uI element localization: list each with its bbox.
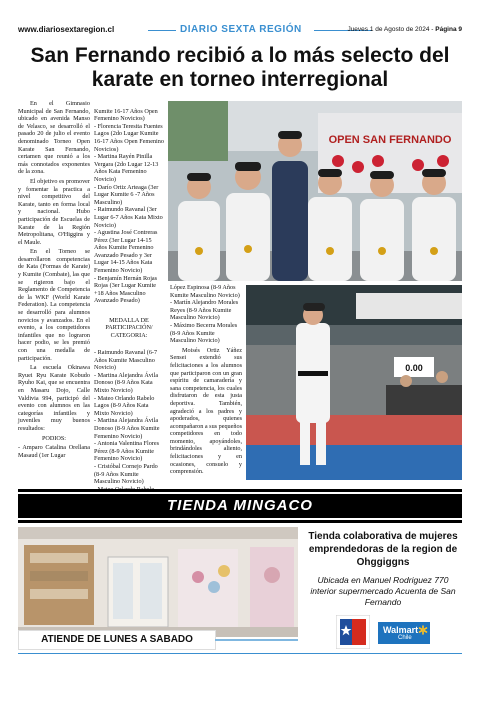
article-column-1 xyxy=(18,100,90,461)
podios-label: PODIOS: xyxy=(41,434,67,442)
participation-list: - Raimundo Ravanal (6-7 Años Kumite Masculino Novicio) - Martina Alejandra Ávila Donoso (8-9 Años Kata Mixto Novicio) - Mateo Orlando Rabelo Lagos (8-9 Años Kata Mixto Novicio) - Martina Alejandra Ávila Donoso (8-9 Años Kumite Femenino Novicio) - Antonia Valentina Flores Pérez (8-9 Años Kumite Femenino Novicio) - Cristóbal Cornejo Pardo (8-9 Años Kumite Masculino Novicio) xyxy=(94,349,160,486)
page-header xyxy=(18,24,462,38)
banner-stripe-bottom xyxy=(18,518,462,520)
newspaper-brand: DIARIO SEXTA REGIÓN xyxy=(180,24,302,35)
score-display: 0.00 xyxy=(405,363,423,373)
paragraph: - Amparo Catalina Orellana Masaud (1er Lugar xyxy=(18,444,90,459)
spark-icon xyxy=(418,625,428,635)
issue-date: Jueves 1 de Agosto de 2024 - Página 9 xyxy=(347,26,462,33)
walmart-logo xyxy=(378,622,430,644)
paragraph: La escuela Okinawa Ryuei Ryu Karate Kobudo Ryuho Kai, que se encuentra en Masaru Dojo, Calle Valdivia 994, participó del evento con alumnos en las categorías infantiles y juveniles muy buenos resultados: xyxy=(18,364,90,432)
banner-stripe-top xyxy=(18,492,462,494)
kata-photo xyxy=(246,285,462,480)
page-number: Página 9 xyxy=(435,26,462,33)
article-column-2 xyxy=(94,100,164,524)
closing-paragraph: Moisés Ortiz Yáñez Sensei extendió sus felicitaciones a los alumnos que participaron con un gran espíritu de camaradería y sana competencia, los cuales disfrutaron de esta justa deportiva. También, agradeció a los padres y apoderados, quienes acompañaron a sus pequeños competidores en todo momento, apoyándoles, brindándoles aliento, felicitaciones y en ocasiones, consuelo y comprensión. xyxy=(170,346,242,476)
ad-banner xyxy=(18,489,462,523)
ad-address: Ubicada en Manuel Rodriguez 770 interior supermercado Acuenta de San Fernando xyxy=(310,575,456,607)
walmart-wordmark: Walmart xyxy=(383,625,419,635)
podium-list: Kumite 16-17 Años Open Femenino Novicios) - Florencia Teresita Fuentes Lagos (2do Lugar Kumite 16-17 Años Open Femenino Novicios) - Martina Rayén Pinilla Vergara (2do Lugar 12-13 Años Kata Femenino Novicio) - Darío Ortiz Arteaga (3er Lugar Kumite 6 -7 Años Masculino) - Raimundo Ravanal (3er Lugar 6-7 Años Kata Mixto Novicio) - Agustina José Contreras Pérez (3er Lugar 14-15 Años Kumite Femenino Avanzado Pesado y 3er Lugar 14-15 Años Kata Femenino Novicio) - Benjamín Hernán Rojas Rojas (3er Lugar Kumite +18 Años Masculino Avanzado Pesado) xyxy=(94,107,164,305)
article-column-3 xyxy=(170,284,242,478)
header-line-left xyxy=(148,30,176,31)
site-url[interactable]: www.diariosextaregion.cl xyxy=(18,25,115,34)
hours-accent-bar xyxy=(215,639,298,641)
ad-title: TIENDA MINGACO xyxy=(167,497,313,514)
team-photo xyxy=(168,101,462,281)
medallas-label: MEDALLA DE PARTICIPACIÓN/ CATEGORIA: xyxy=(105,316,153,339)
participation-list-cont: López Espinosa (8-9 Años Kumite Masculino Novicio) - Martín Alejandro Morales Reyes (8-9 Años Kumite Masculino Novicio) - Máximo Becerra Morales (8-9 Años Kumite Masculino Novicio) xyxy=(170,284,240,345)
paragraph: En el Gimnasio Municipal de San Fernando, ubicado en avenida Manso de Velasco, se desarrolló el pasado 20 de julio el evento denominado Torneo Open Karate San Fernando, certamen que reunió a los más connotados exponentes de la zona. xyxy=(18,100,90,176)
government-logo xyxy=(336,615,370,649)
paragraph: El objetivo es promover y fomentar la practica a nivel competitivo del Karate, tanto en forma local y nacional. Hubo participación de Escuelas de Karate de la Región Metropolitana, O'Higgins y el Maule. xyxy=(18,177,90,246)
ad-heading: Tienda colaborativa de mujeres emprendedoras de la region de Ohggiggns xyxy=(308,531,458,568)
banner-text: OPEN SAN FERNANDO xyxy=(328,134,452,146)
article-headline: San Fernando recibió a lo más selecto del karate en torneo interregional xyxy=(30,44,450,91)
paragraph: En el Torneo se desarrollaron competencias de Kata (Formas de Karate) y Kumite (Combate), las que se rigieron bajo el Reglamento de Competencia de la WKF (World Karate Federation). La competencia se desarrolló para alumnos novicios y avanzados. En el evento, a los competidores infantiles que no lograron hacer podio, se les premió con una medalla de participación. xyxy=(18,248,90,362)
page-bottom-line xyxy=(18,653,462,654)
opening-days: ATIENDE DE LUNES A SABADO xyxy=(18,630,216,650)
store-photo xyxy=(18,527,298,637)
walmart-country: Chile xyxy=(398,635,412,641)
